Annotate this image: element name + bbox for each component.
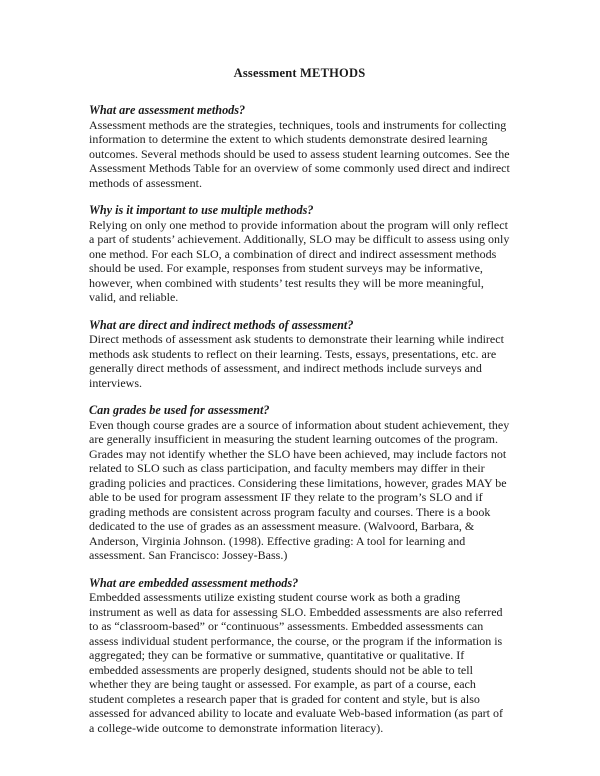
- section-multiple-methods: [89, 203, 510, 305]
- section-body: Assessment methods are the strategies, techniques, tools and instruments for collecting information to determine the extent to which students demonstrate desired learning outcomes. Several methods should be used to assess student learning outcomes. See the Assessment Methods Table for an overview of some commonly used direct and indirect methods of assessment.: [89, 117, 510, 190]
- section-embedded-assessment-methods: [89, 576, 510, 736]
- section-body: Direct methods of assessment ask students to demonstrate their learning while indirect methods ask students to reflect on their learning. Tests, essays, presentations, etc. are generally direct methods of assessment, and indirect methods include surveys and interviews.: [89, 332, 504, 390]
- section-heading: Can grades be used for assessment?: [89, 403, 270, 417]
- section-body: Embedded assessments utilize existing student course work as both a grading instrument as well as data for assessing SLO. Embedded assessments are also referred to as “classroom-based” or “continuous” assessments. Embedded assessments can assess individual student performance, the course, or the program if the information is aggregated; they can be formative or summative, quantitative or qualitative. If embedded assessments are properly designed, students should not be able to tell whether they are being taught or assessed. For example, as part of a course, each student completes a research paper that is graded for content and style, but is also assessed for advanced ability to locate and evaluate Web-based information (as part of a college-wide outcome to demonstrate information literacy).: [89, 590, 503, 735]
- section-body: Even though course grades are a source of information about student achievement, they are generally insufficient in measuring the student learning outcomes of the program. Grades may not identify whether the SLO have been achieved, may include factors not related to SLO such as class participation, and faculty members may differ in their grading policies and practices. Considering these limitations, however, grades MAY be able to be used for program assessment IF they relate to the program’s SLO and if grading methods are consistent across program faculty and courses. There is a book dedicated to the use of grades as an assessment measure. (Walvoord, Barbara, & Anderson, Virginia Johnson. (1998). Effective grading: A tool for learning and assessment. San Francisco: Jossey-Bass.): [89, 417, 510, 562]
- page-title: Assessment METHODS: [233, 66, 366, 80]
- section-heading: What are embedded assessment methods?: [89, 575, 299, 590]
- section-what-are-assessment-methods: [89, 103, 510, 190]
- section-direct-indirect-methods: [89, 318, 510, 391]
- section-body: Relying on only one method to provide information about the program will only reflect a part of students’ achievement. Additionally, SLO may be difficult to assess using only one method. For each SLO, a combination of direct and indirect assessment methods should be used. For example, responses from student surveys may be informative, however, when combined with students’ test results they will be more meaningful, valid, and reliable.: [89, 217, 510, 304]
- document-content: [89, 66, 510, 748]
- section-grades-for-assessment: [89, 403, 510, 563]
- section-heading: What are assessment methods?: [89, 103, 246, 117]
- section-heading: What are direct and indirect methods of assessment?: [89, 317, 354, 332]
- section-heading: Why is it important to use multiple methods?: [89, 203, 314, 217]
